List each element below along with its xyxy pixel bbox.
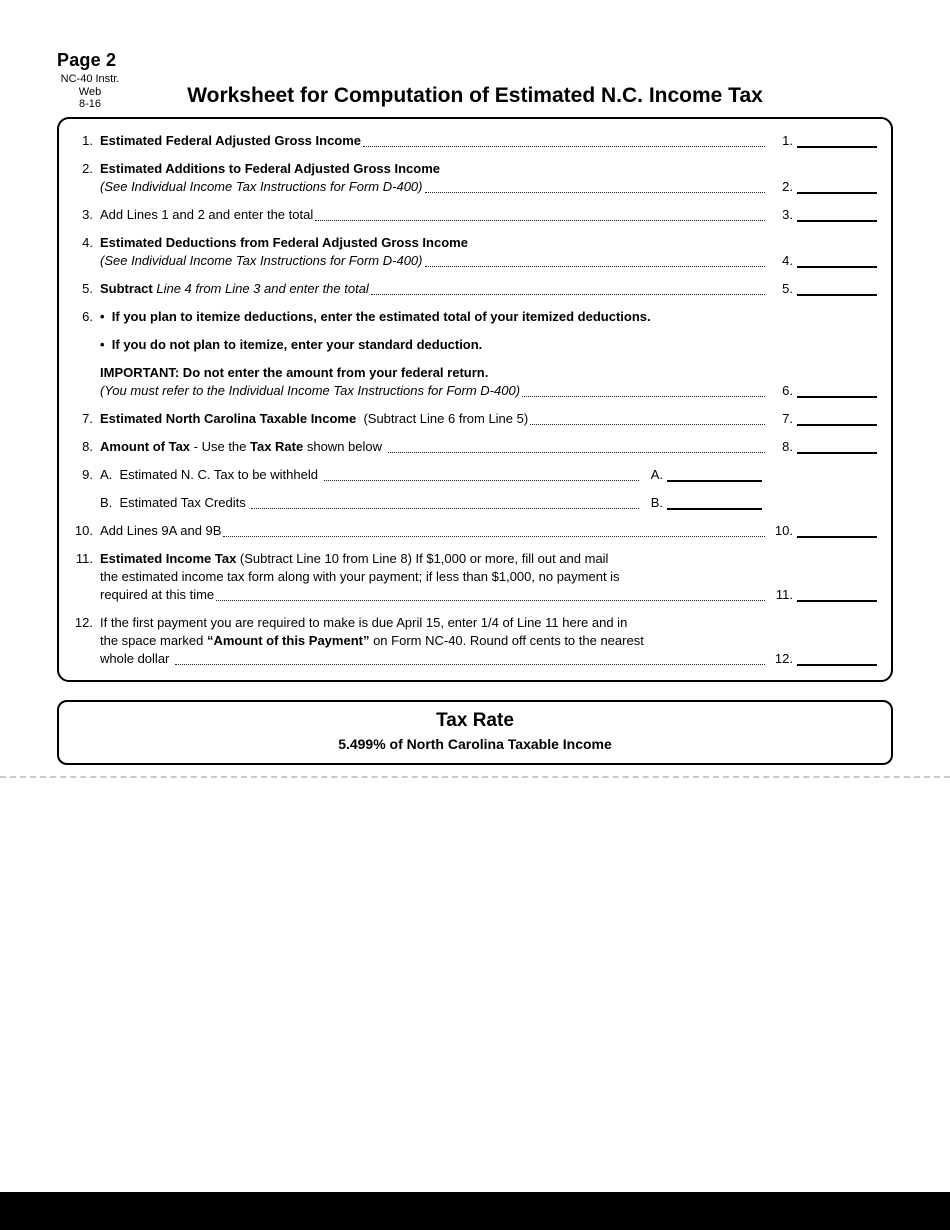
line-number: 2. (82, 161, 93, 176)
line-ref: 10. (774, 523, 793, 538)
line-item-7 (69, 410, 877, 428)
dotted-leader (363, 132, 765, 147)
line-text: - Use the (190, 439, 250, 454)
line-text: If the first payment you are required to make is due April 15, enter 1/4 of Line 11 here and in (100, 615, 628, 630)
page-label: Page 2 (57, 50, 117, 70)
line-text: Estimated Deductions from Federal Adjusted Gross Income (100, 235, 468, 250)
answer-blank (797, 438, 877, 454)
dotted-leader (522, 382, 765, 397)
line-number: 9. (82, 467, 93, 482)
line-number: 12. (74, 615, 93, 630)
answer-blank (797, 382, 877, 398)
line-text: Estimated Federal Adjusted Gross Income (100, 133, 362, 148)
dotted-leader (223, 522, 765, 537)
dotted-leader (371, 280, 765, 295)
tax-rate-subtitle: 5.499% of North Carolina Taxable Income (338, 736, 612, 752)
line-item-9 (69, 466, 877, 512)
answer-blank (797, 252, 877, 268)
line-item-5 (69, 280, 877, 298)
dotted-leader (324, 466, 639, 481)
answer-blank (797, 178, 877, 194)
line-ref: 6. (782, 383, 793, 398)
important-text: IMPORTANT: Do not enter the amount from your federal return. (100, 365, 489, 380)
dotted-leader (388, 438, 765, 453)
form-id-line: NC-40 Instr. (60, 73, 120, 85)
line-number: 8. (82, 439, 93, 454)
line-text: A. Estimated N. C. Tax to be withheld (100, 467, 322, 482)
line-subtext: (See Individual Income Tax Instructions for Form D-400) (100, 253, 423, 268)
line-text: Subtract (100, 281, 153, 296)
line-ref: 11. (775, 587, 793, 602)
line-number: 7. (82, 411, 93, 426)
line-item-12 (69, 614, 877, 668)
line-text: shown below (303, 439, 386, 454)
line-item-1 (69, 132, 877, 150)
line-text: “Amount of this Payment” (206, 633, 370, 648)
line-number: 1. (82, 133, 93, 148)
cut-line (0, 776, 950, 778)
dotted-leader (315, 206, 765, 221)
line-item-3 (69, 206, 877, 224)
line-item-6 (69, 308, 877, 400)
line-ref: 4. (782, 253, 793, 268)
line-text: B. Estimated Tax Credits (100, 495, 250, 510)
line-text: the estimated income tax form along with your payment; if less than $1,000, no payment is (100, 569, 620, 584)
form-id-line: 8-16 (78, 98, 102, 110)
line-text: Tax Rate (250, 439, 304, 454)
line-number: 6. (82, 309, 93, 324)
line-ref: 8. (782, 439, 793, 454)
line-text: required at this time (100, 587, 215, 602)
line-text: Estimated Additions to Federal Adjusted Gross Income (100, 161, 440, 176)
line-text: (Subtract Line 6 from Line 5) (356, 411, 529, 426)
line-number: 10. (74, 523, 93, 538)
bullet-text: • If you plan to itemize deductions, enter the estimated total of your itemized deductions. (100, 309, 651, 324)
line-ref: 2. (782, 179, 793, 194)
form-id-line: Web (78, 85, 102, 98)
line-ref: 5. (782, 281, 793, 296)
answer-blank (797, 522, 877, 538)
answer-blank (797, 586, 877, 602)
line-ref: B. (650, 495, 663, 510)
line-number: 5. (82, 281, 93, 296)
line-text: Add Lines 1 and 2 and enter the total (100, 207, 314, 222)
line-item-2 (69, 160, 877, 196)
dotted-leader (175, 650, 765, 665)
line-subtext: (You must refer to the Individual Income Tax Instructions for Form D-400) (100, 383, 521, 398)
line-ref: 12. (774, 651, 793, 666)
bullet-text: • If you do not plan to itemize, enter your standard deduction. (100, 337, 483, 352)
line-ref: 3. (782, 207, 793, 222)
dotted-leader (251, 494, 639, 509)
line-text: whole dollar (100, 651, 173, 666)
answer-blank (667, 466, 762, 482)
line-item-10 (69, 522, 877, 540)
answer-blank (797, 132, 877, 148)
line-item-11 (69, 550, 877, 604)
line-text: Amount of Tax (100, 439, 191, 454)
line-text: Estimated North Carolina Taxable Income (100, 411, 357, 426)
answer-blank (797, 650, 877, 666)
tax-rate-title: Tax Rate (436, 710, 514, 731)
line-number: 11. (75, 551, 93, 566)
line-text: on Form NC-40. Round off cents to the nearest (369, 633, 644, 648)
dotted-leader (530, 410, 765, 425)
line-text: the space marked (100, 633, 207, 648)
line-ref: 7. (782, 411, 793, 426)
line-item-8 (69, 438, 877, 456)
tax-rate-box (57, 700, 893, 765)
line-text: Line 4 from Line 3 and enter the total (152, 281, 369, 296)
line-text: Add Lines 9A and 9B (100, 523, 222, 538)
answer-blank (797, 280, 877, 296)
dotted-leader (425, 178, 766, 193)
answer-blank (797, 206, 877, 222)
worksheet-title: Worksheet for Computation of Estimated N.C. Income Tax (187, 84, 763, 107)
line-text: Estimated Income Tax (100, 551, 237, 566)
dotted-leader (425, 252, 766, 267)
line-text: (Subtract Line 10 from Line 8) If $1,000 or more, fill out and mail (236, 551, 609, 566)
answer-blank (667, 494, 762, 510)
answer-blank (797, 410, 877, 426)
worksheet-box (57, 117, 893, 682)
line-ref: 1. (782, 133, 793, 148)
line-subtext: (See Individual Income Tax Instructions for Form D-400) (100, 179, 423, 194)
line-number: 4. (82, 235, 93, 250)
line-ref: A. (650, 467, 663, 482)
dotted-leader (216, 586, 765, 601)
scan-edge-bar (0, 1192, 950, 1230)
line-item-4 (69, 234, 877, 270)
line-number: 3. (82, 207, 93, 222)
